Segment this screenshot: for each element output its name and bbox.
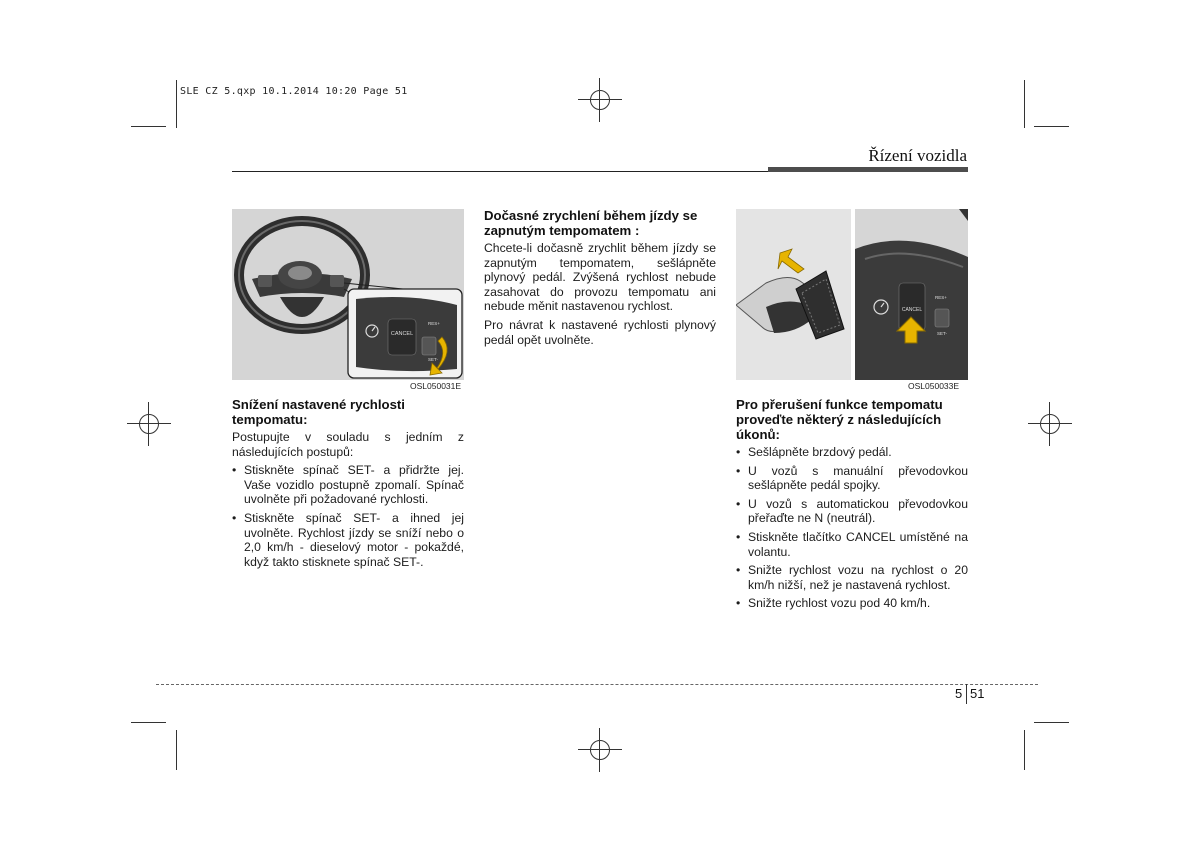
registration-mark-left xyxy=(135,410,163,438)
crop-mark xyxy=(1024,730,1025,770)
crop-mark xyxy=(176,730,177,770)
crop-mark xyxy=(131,126,166,127)
set-label: SET- xyxy=(937,331,948,336)
crop-mark xyxy=(131,722,166,723)
list-item: • Stiskněte spínač SET- a přidržte jej. Vaše vozidlo postupně zpomalí. Spínač uvolněte při požadované rychlosti. xyxy=(232,463,464,507)
section-heading: Snížení nastavené rychlosti tempomatu: xyxy=(232,397,405,427)
registration-mark-right xyxy=(1036,410,1064,438)
crop-mark xyxy=(1024,80,1025,128)
figure-caption-left: OSL050031E xyxy=(410,381,462,391)
list-item: • Sešlápněte brzdový pedál. xyxy=(736,445,892,459)
res-label: RES+ xyxy=(935,295,947,300)
accelerator-pedal-illustration xyxy=(736,209,851,380)
bullet-list xyxy=(232,463,464,569)
crop-mark xyxy=(1034,126,1069,127)
section-heading: Pro přerušení funkce tempomatu proveďte některý z následujících úkonů: xyxy=(736,397,943,442)
list-item: • U vozů s manuální převodovkou sešlápněte pedál spojky. xyxy=(736,463,968,493)
cancel-label: CANCEL xyxy=(390,331,414,337)
cancel-button-illustration xyxy=(855,209,968,380)
paragraph: Postupujte v souladu s jedním z následujících postupů: xyxy=(232,430,464,459)
text-column-left xyxy=(232,397,464,573)
crop-mark xyxy=(176,80,177,128)
list-item: • Stiskněte tlačítko CANCEL umístěné na volantu. xyxy=(736,529,968,559)
footer-rule xyxy=(156,684,1038,685)
header-rule-accent xyxy=(768,167,968,172)
chapter-number: 5 xyxy=(955,686,963,701)
print-slug: SLE CZ 5.qxp 10.1.2014 10:20 Page 51 xyxy=(180,86,408,97)
page-number-divider xyxy=(966,684,967,704)
steering-wheel-illustration xyxy=(232,209,464,380)
text-column-middle xyxy=(484,208,716,351)
page-number: 51 xyxy=(970,686,985,701)
registration-mark-bottom xyxy=(586,736,614,764)
crop-mark xyxy=(1034,722,1069,723)
bullet-list xyxy=(736,445,968,611)
section-heading: Dočasné zrychlení během jízdy se zapnutým tempomatem : xyxy=(484,208,698,238)
text-column-right xyxy=(736,397,968,615)
paragraph: Pro návrat k nastavené rychlosti plynový pedál opět uvolněte. xyxy=(484,317,716,347)
list-item: • Stiskněte spínač SET- a ihned jej uvolněte. Rychlost jízdy se sníží nebo o 2,0 km/h - dieselový motor - pokaždé, když takto stisknete spínač SET-. xyxy=(232,510,464,569)
figure-caption-right: OSL050033E xyxy=(908,381,960,391)
registration-mark-top xyxy=(586,86,614,114)
list-item: • Snižte rychlost vozu pod 40 km/h. xyxy=(736,596,931,611)
set-label: SET- xyxy=(428,357,439,362)
chapter-title: Řízení vozidla xyxy=(868,146,967,165)
paragraph: Chcete-li dočasně zrychlit během jízdy se zapnutým tempomatem, sešlápněte plynový pedál. Zvýšená rychlost nebude zasahovat do provozu tempomatu ani nebude měnit nastavenou rychlost. xyxy=(484,241,716,314)
list-item: • Snižte rychlost vozu na rychlost o 20 km/h nižší, než je nastavená rychlost. xyxy=(736,563,968,592)
cancel-label: CANCEL xyxy=(901,307,923,313)
list-item: • U vozů s automatickou převodovkou přeřaďte ne N (neutrál). xyxy=(736,496,968,526)
res-label: RES+ xyxy=(428,321,440,326)
